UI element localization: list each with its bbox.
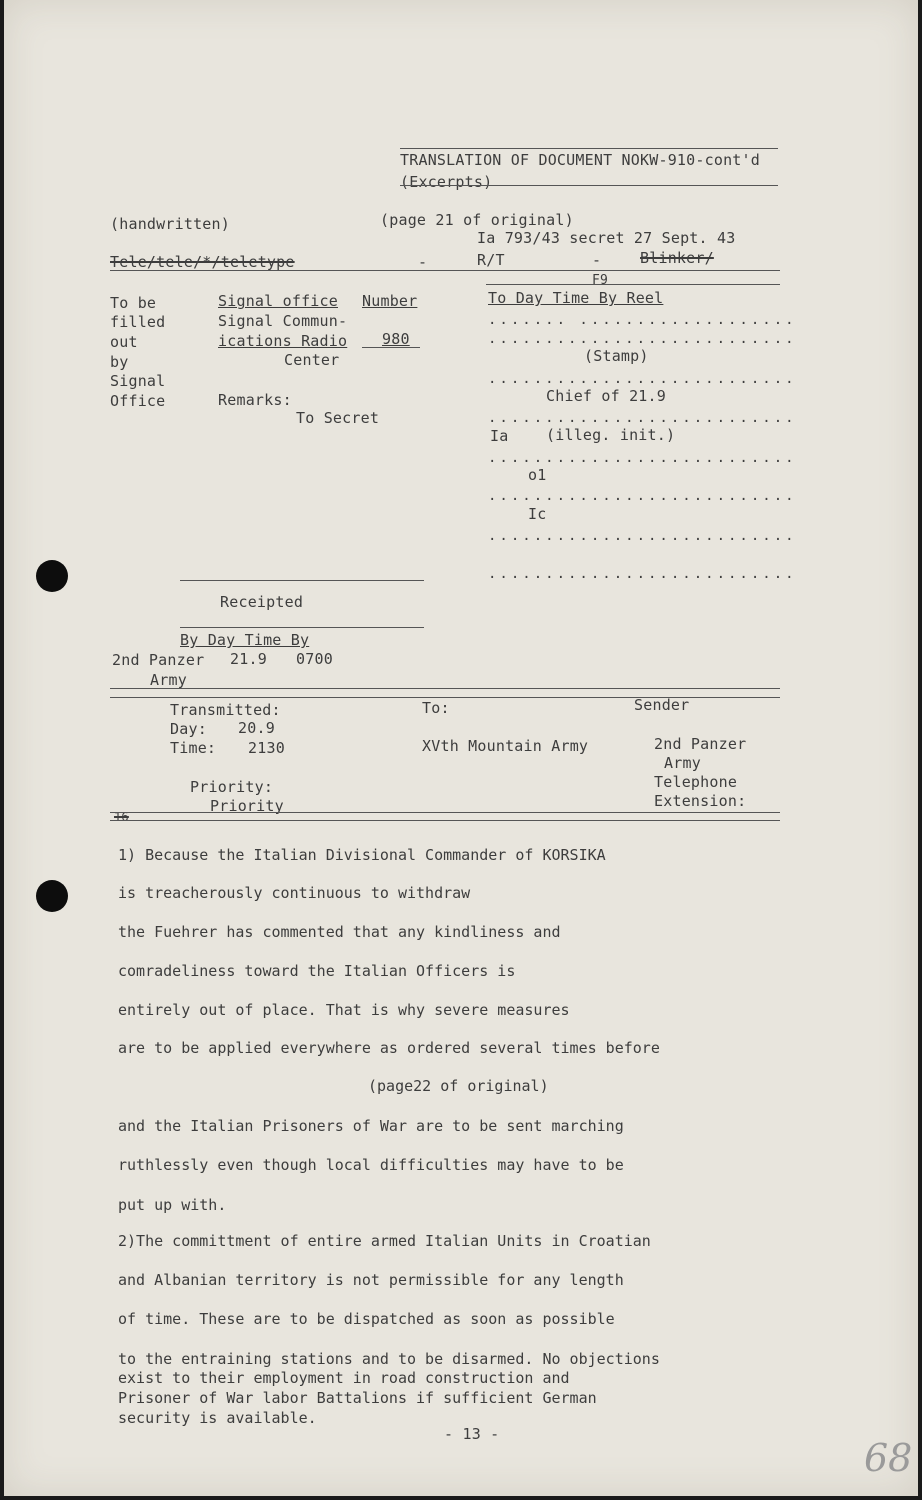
rule — [400, 148, 778, 149]
page-reference: (page 21 of original) — [380, 211, 574, 229]
rule — [400, 185, 778, 186]
dotted-line: ........................... — [488, 371, 797, 387]
o1-label: o1 — [528, 466, 547, 484]
signal-office-label: Signal office — [218, 292, 338, 310]
by-label: by — [110, 353, 129, 371]
dotted-line: ....... ................... — [488, 312, 797, 328]
signal-label: Signal — [110, 372, 166, 390]
punch-hole — [36, 560, 68, 592]
receipt-day: 21.9 — [230, 650, 267, 668]
body-line: is treacherously continuous to withdraw — [118, 884, 471, 902]
to-secret: To Secret — [296, 409, 380, 427]
receipt-time: 0700 — [296, 650, 333, 668]
stamp-label: (Stamp) — [584, 347, 649, 365]
transmitted-label: Transmitted: — [170, 701, 281, 719]
to-value: XVth Mountain Army — [422, 737, 589, 755]
office-label: Office — [110, 392, 166, 410]
body-line: 1) Because the Italian Divisional Commander of KORSIKA — [118, 846, 606, 864]
reference-line: Ia 793/43 secret 27 Sept. 43 — [477, 229, 736, 247]
handwritten-note: (handwritten) — [110, 215, 230, 233]
rule — [110, 812, 780, 813]
body-line: exist to their employment in road construction and — [118, 1369, 570, 1387]
number-label: Number — [362, 292, 418, 310]
rule — [180, 627, 424, 628]
dotted-line: ........................... — [488, 450, 797, 466]
receipt-army: Army — [150, 671, 187, 689]
receipt-columns: By Day Time By — [180, 631, 310, 649]
rule — [180, 580, 424, 581]
body-line: security is available. — [118, 1409, 317, 1427]
body-line: entirely out of place. That is why severe measures — [118, 1001, 570, 1019]
rule — [110, 688, 780, 689]
out-label: out — [110, 333, 138, 351]
body-line: of time. These are to be dispatched as soon as possible — [118, 1310, 615, 1328]
time-label: Time: — [170, 739, 217, 757]
day-label: Day: — [170, 720, 207, 738]
signal-comm-label: Signal Commun- — [218, 312, 348, 330]
dotted-line: ........................... — [488, 331, 797, 347]
page-number: - 13 - — [444, 1425, 500, 1443]
dotted-line: ........................... — [488, 488, 797, 504]
body-line: the Fuehrer has commented that any kindliness and — [118, 923, 561, 941]
sender-line-1: 2nd Panzer — [654, 735, 747, 753]
sender-label: Sender — [634, 696, 690, 714]
dotted-line: ........................... — [488, 528, 797, 544]
rule — [362, 347, 420, 348]
rule — [110, 820, 780, 821]
priority-value: Priority — [210, 797, 284, 815]
punch-hole — [36, 880, 68, 912]
document-subtitle: (Excerpts) — [400, 173, 493, 191]
body-line: comradeliness toward the Italian Officers is — [118, 962, 516, 980]
time-value: 2130 — [248, 739, 285, 757]
ia-label: Ia — [490, 427, 509, 445]
number-value: 980 — [382, 330, 410, 348]
sender-line-2: Army — [664, 754, 701, 772]
filled-label: filled — [110, 313, 166, 331]
illegible-initials: (illeg. init.) — [546, 426, 676, 444]
receipted-label: Receipted — [220, 593, 304, 611]
body-line: 2)The committment of entire armed Italian Units in Croatian — [118, 1232, 651, 1250]
document-title: TRANSLATION OF DOCUMENT NOKW-910-cont'd — [400, 151, 760, 169]
to-label: To: — [422, 699, 450, 717]
center-label: Center — [284, 351, 340, 369]
dotted-line: ........................... — [488, 566, 797, 582]
rule — [486, 284, 780, 285]
body-line: to the entraining stations and to be disarmed. No objections — [118, 1350, 660, 1368]
remarks-label: Remarks: — [218, 391, 292, 409]
receipt-sender: 2nd Panzer — [112, 651, 205, 669]
dash: - — [592, 251, 602, 269]
dotted-line: ........................... — [488, 410, 797, 426]
telephone-label: Telephone — [654, 773, 738, 791]
body-line: ruthlessly even though local difficulties may have to be — [118, 1156, 624, 1174]
extension-label: Extension: — [654, 792, 747, 810]
chief-label: Chief of 21.9 — [546, 387, 666, 405]
to-be-label: To be — [110, 294, 157, 312]
ic-label: Ic — [528, 505, 547, 523]
margin-mark: 16 — [114, 810, 129, 824]
body-line: are to be applied everywhere as ordered several times before — [118, 1039, 660, 1057]
priority-label: Priority: — [190, 778, 274, 796]
rt-label: R/T — [477, 251, 505, 269]
body-line: and Albanian territory is not permissible for any length — [118, 1271, 624, 1289]
document-page — [4, 0, 918, 1496]
dash: - — [418, 253, 428, 271]
struck-blinker: Blinker/ — [640, 249, 714, 267]
day-value: 20.9 — [238, 719, 275, 737]
body-line: put up with. — [118, 1196, 227, 1214]
pencil-page-number: 68 — [864, 1436, 913, 1480]
rule — [110, 270, 780, 271]
struck-teletype: Tele/tele/*/teletype — [110, 253, 295, 271]
f9-mark: F9 — [592, 273, 609, 288]
ications-radio-label: ications Radio — [218, 332, 348, 350]
body-line: Prisoner of War labor Battalions if sufficient German — [118, 1389, 597, 1407]
body-line: and the Italian Prisoners of War are to be sent marching — [118, 1117, 624, 1135]
routing-columns: To Day Time By Reel — [488, 289, 664, 307]
page-reference-inline: (page22 of original) — [368, 1077, 549, 1095]
